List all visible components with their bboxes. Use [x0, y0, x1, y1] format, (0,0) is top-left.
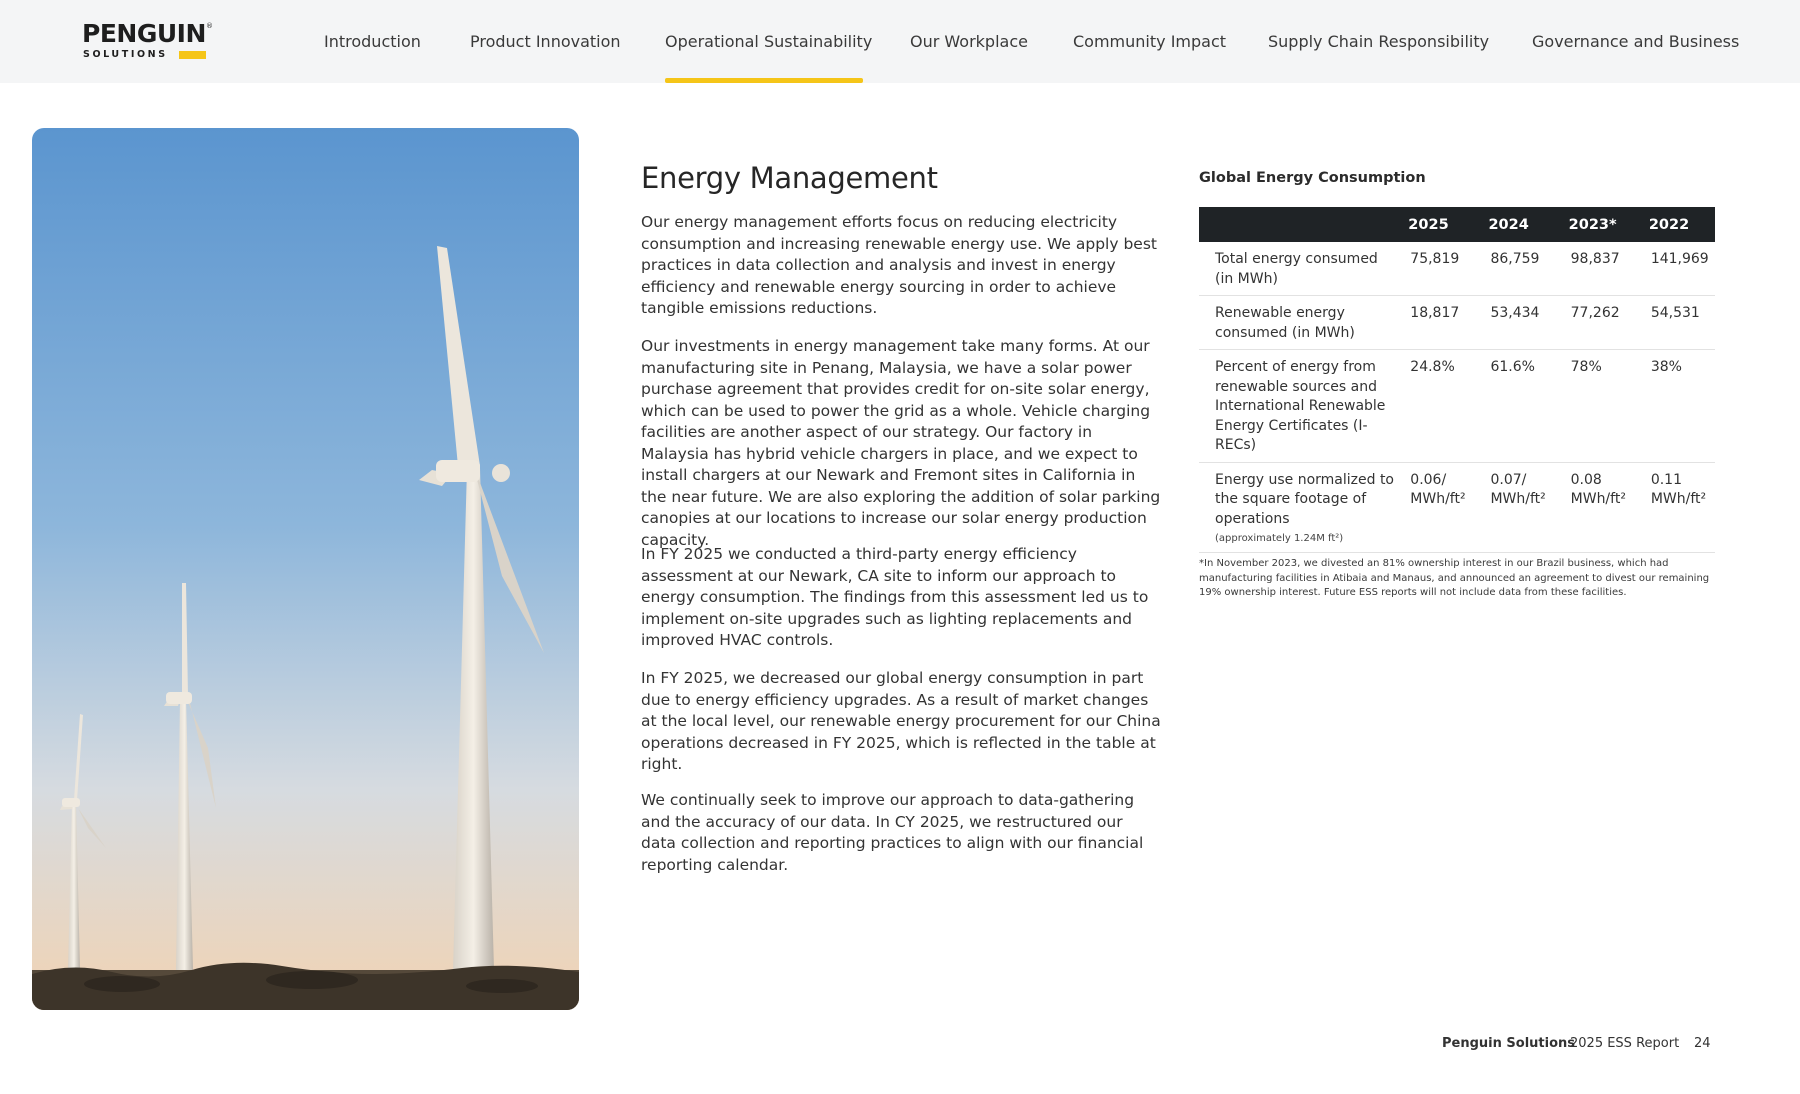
- footer-brand: Penguin Solutions: [1442, 1036, 1575, 1051]
- energy-consumption-table: [1199, 207, 1715, 553]
- penguin-solutions-logo[interactable]: [82, 20, 212, 64]
- nav-item-supply-chain-responsibility[interactable]: Supply Chain Responsibility: [1268, 32, 1490, 51]
- metric-note: (approximately 1.24M ft²): [1215, 533, 1344, 544]
- header-2024: 2024: [1474, 207, 1554, 242]
- table-cell: 61.6%: [1474, 350, 1554, 463]
- table-row: [1199, 462, 1715, 553]
- wind-turbines-photo: [32, 128, 579, 1010]
- table-cell: 53,434: [1474, 296, 1554, 350]
- table-cell: 0.08 MWh/ft²: [1555, 462, 1635, 553]
- table-cell: 141,969: [1635, 242, 1715, 296]
- table-cell: 78%: [1555, 350, 1635, 463]
- nav-item-operational-sustainability[interactable]: Operational Sustainability: [665, 32, 873, 51]
- header-2025: 2025: [1394, 207, 1474, 242]
- paragraph-investments: Our investments in energy management take many forms. At our manufacturing site in Penang, Malaysia, we have a solar power purchase agreement that provides credit for on-site solar energy, which can be used to power the grid as a whole. Vehicle charging facilities are another aspect of our strategy. Our factory in Malaysia has hybrid vehicle chargers in place, and we expect to install chargers at our Newark and Fremont sites in California in the near future. We are also exploring the addition of solar parking canopies at our locations to increase our solar energy production capacity.: [641, 337, 1161, 549]
- logo-registered-mark: ®: [206, 22, 213, 30]
- row-metric-renewable-energy: Renewable energy consumed (in MWh): [1199, 296, 1394, 350]
- table-row: [1199, 242, 1715, 296]
- paragraph-data-gathering: We continually seek to improve our approach to data-gathering and the accuracy of our data. In CY 2025, we restructured our data collection and reporting practices to align with our financial reporting calendar.: [641, 791, 1144, 874]
- page-number: 24: [1694, 1036, 1711, 1051]
- paragraph-assessment: In FY 2025 we conducted a third-party energy efficiency assessment at our Newark, CA site to inform our approach to energy consumption. The findings from this assessment led us to implement on-site upgrades such as lighting replacements and improved HVAC controls.: [641, 545, 1149, 649]
- nav-item-our-workplace[interactable]: Our Workplace: [910, 32, 1028, 51]
- header-2022: 2022: [1635, 207, 1715, 242]
- metric-label: Energy use normalized to the square footage of operations: [1215, 471, 1394, 527]
- table-cell: 0.06/ MWh/ft²: [1394, 462, 1474, 553]
- table-footnote: *In November 2023, we divested an 81% ownership interest in our Brazil business, which had manufacturing facilities in Atibaia and Manaus, and announced an agreement to divest our remaining 19% ownership interest. Future ESS reports will not include data from these facilities.: [1199, 558, 1710, 598]
- logo-accent-bar: [179, 51, 206, 59]
- logo-wordmark: PENGUIN: [82, 19, 206, 48]
- header-metric: [1199, 207, 1394, 242]
- nav-item-governance-and-business[interactable]: Governance and Business: [1532, 32, 1740, 51]
- table-title: Global Energy Consumption: [1199, 170, 1426, 186]
- footer-report-name: 2025 ESS Report: [1570, 1036, 1680, 1051]
- table-cell: 0.07/ MWh/ft²: [1474, 462, 1554, 553]
- logo-subtitle: SOLUTIONS: [83, 49, 168, 60]
- nav-item-community-impact[interactable]: Community Impact: [1073, 32, 1227, 51]
- table-cell: 24.8%: [1394, 350, 1474, 463]
- paragraph-decrease: In FY 2025, we decreased our global energy consumption in part due to energy efficiency upgrades. As a result of market changes at the local level, our renewable energy procurement for our China operations decreased in FY 2025, which is reflected in the table at right.: [641, 669, 1161, 773]
- nav-item-product-innovation[interactable]: Product Innovation: [470, 32, 621, 51]
- table-cell: 54,531: [1635, 296, 1715, 350]
- row-metric-normalized-energy: [1199, 462, 1394, 553]
- page-title: Energy Management: [641, 161, 938, 195]
- nav-item-introduction[interactable]: Introduction: [324, 32, 421, 51]
- table-cell: 75,819: [1394, 242, 1474, 296]
- table-cell: 98,837: [1555, 242, 1635, 296]
- table-cell: 18,817: [1394, 296, 1474, 350]
- table-cell: 77,262: [1555, 296, 1635, 350]
- row-metric-total-energy: Total energy consumed (in MWh): [1199, 242, 1394, 296]
- active-tab-indicator: [665, 78, 863, 83]
- paragraph-intro: Our energy management efforts focus on reducing electricity consumption and increasing renewable energy use. We apply best practices in data collection and analysis and invest in energy efficiency and renewable energy sourcing in order to achieve tangible emissions reductions.: [641, 213, 1157, 317]
- table-header-row: [1199, 207, 1715, 242]
- top-navigation-bar: [0, 0, 1800, 83]
- table-row: [1199, 350, 1715, 463]
- table-cell: 86,759: [1474, 242, 1554, 296]
- table-cell: 0.11 MWh/ft²: [1635, 462, 1715, 553]
- header-2023: 2023*: [1555, 207, 1635, 242]
- table-row: [1199, 296, 1715, 350]
- table-cell: 38%: [1635, 350, 1715, 463]
- row-metric-renewable-percent: Percent of energy from renewable sources and International Renewable Energy Certificates (I-RECs): [1199, 350, 1394, 463]
